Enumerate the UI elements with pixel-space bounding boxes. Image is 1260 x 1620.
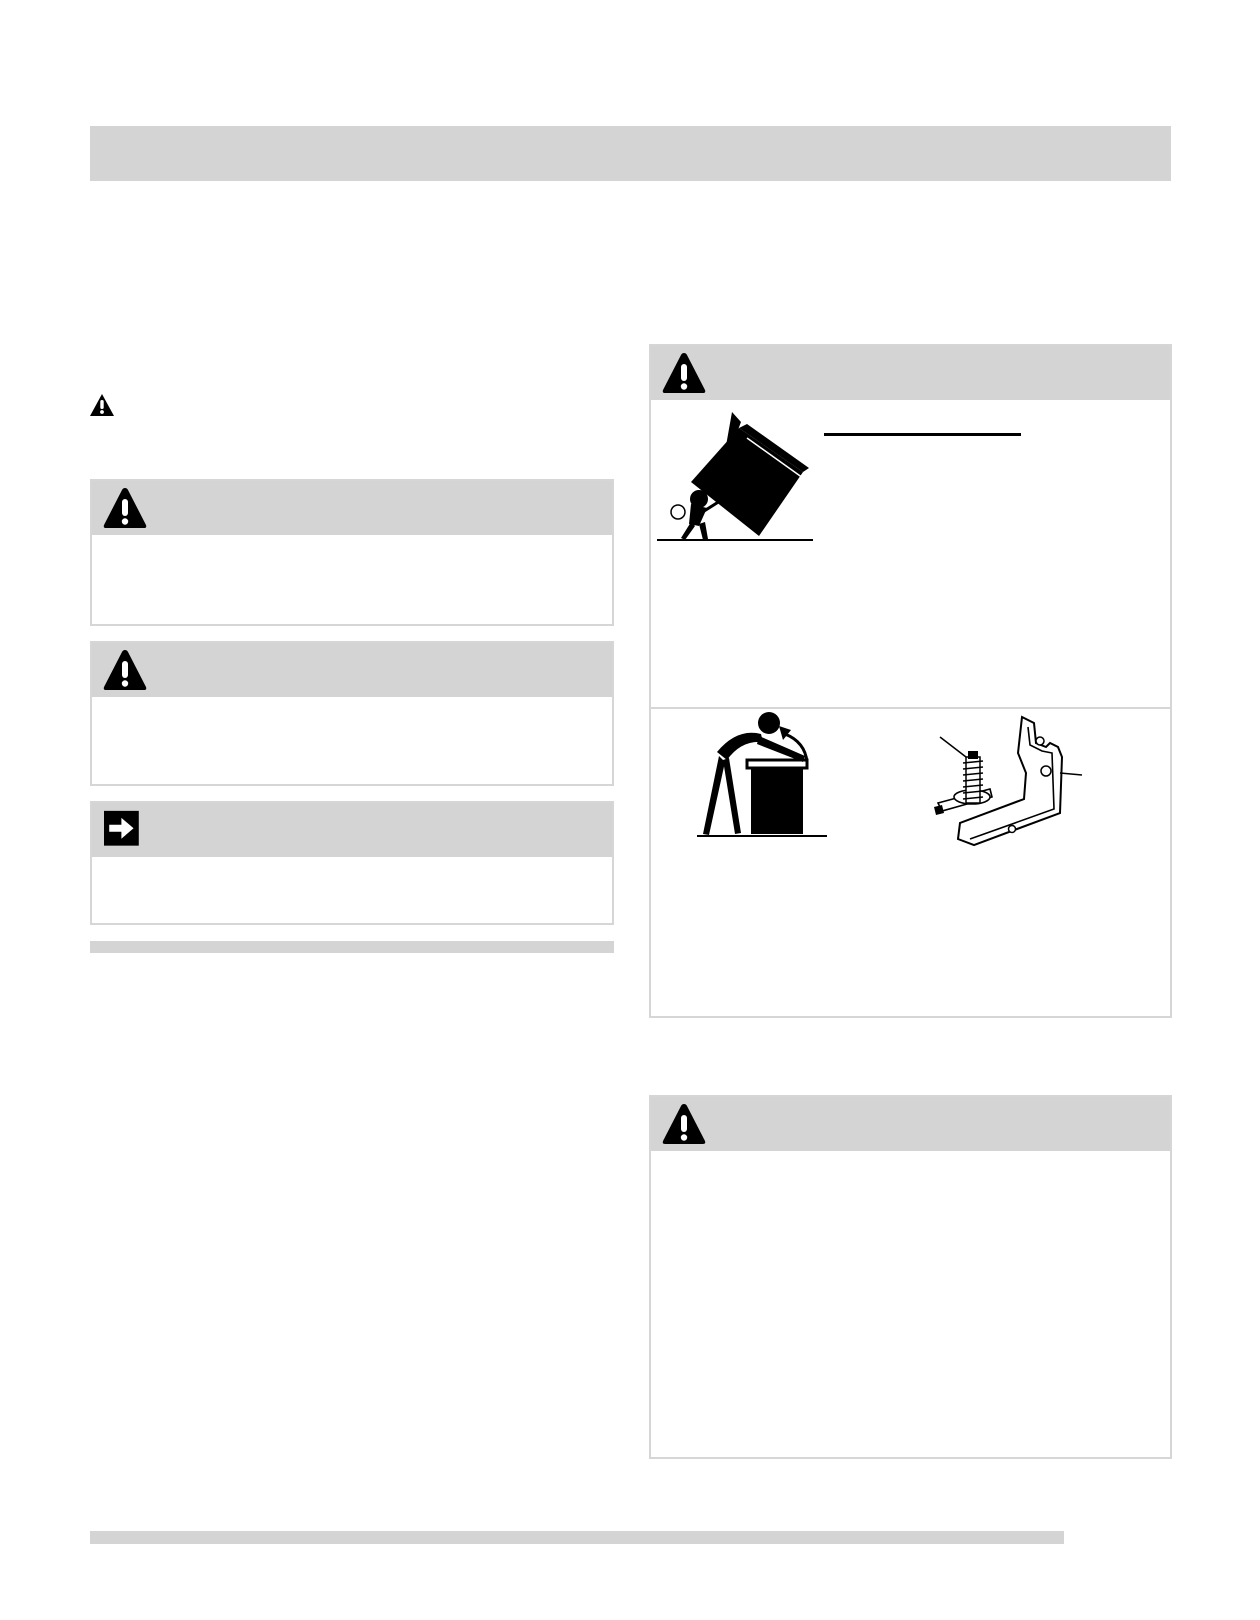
warning-box-3 bbox=[649, 1095, 1172, 1459]
warning-box-header bbox=[651, 1097, 1170, 1151]
arrow-right-icon bbox=[104, 810, 144, 850]
page-header-bar bbox=[90, 126, 1171, 181]
anti-tip-bracket-illustration bbox=[930, 713, 1090, 848]
child-tipping-range-illustration bbox=[655, 408, 815, 546]
notice-box-header bbox=[92, 803, 612, 857]
warning-triangle-icon bbox=[102, 648, 148, 692]
warning-box-header bbox=[92, 481, 612, 535]
warning-box-header bbox=[92, 643, 612, 697]
warning-triangle-icon bbox=[102, 486, 148, 530]
warning-box-2 bbox=[90, 641, 614, 786]
heading-underline bbox=[824, 433, 1021, 436]
notice-box bbox=[90, 801, 614, 925]
warning-triangle-icon bbox=[661, 351, 707, 395]
warning-triangle-icon bbox=[661, 1102, 707, 1146]
warning-box-1 bbox=[90, 479, 614, 626]
section-divider bbox=[90, 941, 614, 953]
box-inner-divider bbox=[651, 707, 1170, 709]
page-footer-bar bbox=[90, 1531, 1064, 1544]
check-anti-tip-illustration bbox=[697, 712, 830, 840]
safety-alert-icon bbox=[89, 393, 115, 417]
warning-box-header bbox=[651, 346, 1170, 400]
